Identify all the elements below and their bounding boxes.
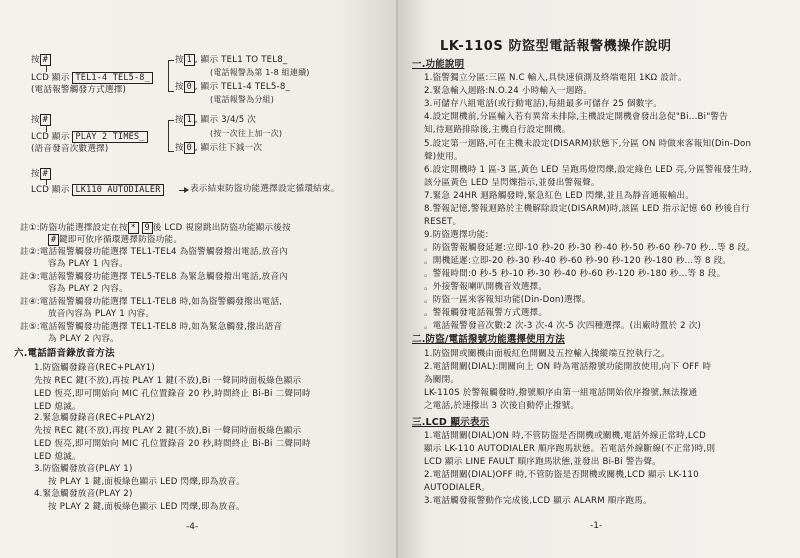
key-1: 1 (184, 54, 195, 66)
note-1 (20, 222, 291, 234)
list-item: 聲)使用。 (424, 152, 463, 162)
list-item: 。外接警報喇叭開機音效選擇。 (424, 282, 548, 292)
list-item: 2.電話開關(DIAL):開關向上 ON 時為電話撥號功能開放使用,向下 OFF 時 (424, 362, 712, 372)
list-item: 按 PLAY 1 鍵,面板綠色顯示 LED 閃爍,即為放音。 (48, 477, 245, 487)
list-item: 1.防盜開或關機由面板紅色開關及五控輸入操縱端互控執行之。 (424, 349, 671, 359)
flow2-branch2 (175, 142, 262, 154)
section-heading: 三.LCD 顯示表示 (412, 417, 490, 428)
branch-text: , 顯示 TEL1-4 TEL5-8_ (194, 82, 291, 92)
list-item: 6.設定開機時 1 區-3 區,黃色 LED 呈跑馬燈閃爍,設定綠色 LED 亮,分區警報發生時, (424, 165, 752, 175)
lcd-label: LCD 顯示 (31, 132, 70, 142)
list-item: 知,待迴路排除後,主機自行設定開機。 (424, 125, 571, 135)
note-label: 註①: (20, 223, 40, 233)
lcd-display-box: TEL1-4 TEL5-8_ (72, 72, 152, 84)
list-item: 2.緊急觸發錄音(REC+PLAY2) (34, 413, 155, 423)
list-item: 。防盜一區來客報知功能(Din-Don)選擇。 (424, 295, 591, 305)
flow2-branch1 (175, 114, 256, 126)
flow2-press-row (31, 114, 51, 126)
list-item: LED 熄滅。 (34, 452, 81, 462)
list-item: LED 熄滅。 (34, 402, 81, 412)
left-page (0, 0, 396, 558)
list-item: 4.設定開機前,分區輸入若有異常未排除,主機設定開機會發出急促"Bi...Bi"警告 (424, 112, 728, 122)
list-item: 為關閉。 (424, 375, 460, 385)
list-item: 顯示 LK-110 AUTODIALER 順序跑馬狀態。若電話外線斷線(不正常)時,則 (424, 444, 716, 454)
list-item: RESET。 (424, 217, 462, 227)
note-5-cont: 為 PLAY 2 內容。 (48, 334, 120, 344)
section-heading: 一.功能說明 (412, 59, 465, 70)
note-3 (20, 272, 288, 283)
note-label: 註③: (20, 272, 40, 282)
press-label: 按 (31, 55, 40, 65)
section-heading: 二.防盜/電話撥號功能選擇使用方法 (412, 334, 565, 345)
note-2 (20, 247, 288, 258)
list-item: 。開機延遲:立即-20 秒-30 秒-40 秒-60 秒-90 秒-120 秒-180 秒...等 8 段。 (424, 256, 732, 266)
note-4-cont: 放音內容為 PLAY 1 內容。 (48, 309, 155, 319)
note-label: 註⑤: (20, 322, 40, 332)
list-item: 3.防盜觸發放音(PLAY 1) (34, 464, 133, 474)
list-item: 2.緊急輸入迴路:N.O.24 小時輸入一迴路。 (424, 86, 593, 96)
list-item: 按 PLAY 2 鍵,面板綠色顯示 LED 閃爍,即為放音。 (48, 502, 245, 512)
key-9: 9 (142, 222, 153, 234)
list-item: LCD 顯示 LINE FAULT 順序跑馬狀態,並發出 Bi-Bi 警告聲。 (424, 457, 661, 467)
note-2-cont: 容為 PLAY 1 內容。 (48, 259, 128, 269)
flow3-result: 表示結束防盜功能選擇設定循環結束。 (190, 184, 340, 194)
note-label: 註④: (20, 297, 40, 307)
list-item: 1.盜警獨立分區:三區 N.C 輸入,具快速偵測及終端電阻 1KΩ 設計。 (424, 73, 687, 83)
flow1-lcd-row (31, 72, 153, 84)
hash-key: # (40, 54, 51, 66)
list-item: 4.緊急觸發放音(PLAY 2) (34, 489, 133, 499)
press-label: 按 (31, 115, 40, 125)
note-5 (20, 322, 282, 333)
list-item: 。警報時間:0 秒-5 秒-10 秒-30 秒-40 秒-60 秒-120 秒-180 秒...等 8 段。 (424, 269, 726, 279)
press-label: 按 (31, 169, 40, 179)
note-text: 電話報警觸發功能選擇 TEL1-TEL4 為盜警觸發撥出電話,放音內 (39, 247, 289, 257)
hash-key: # (40, 114, 51, 126)
list-item: 2.電話開關(DIAL)OFF 時,不管防盜是否開機或關機,LCD 顯示 LK-110 (424, 470, 699, 480)
list-item: 9.防盜選擇功能: (424, 230, 489, 240)
section-heading: 六.電話語音錄放音方法 (14, 348, 115, 359)
lcd-display-box: LK110 AUTODIALER (72, 184, 163, 196)
list-item: LK-110S 於警報觸發時,撥號順序由第一組電話開始依序撥號,無法撥通 (424, 388, 698, 398)
list-item: 1.防盜觸發錄音(REC+PLAY1) (34, 363, 155, 373)
note-4 (20, 297, 282, 308)
list-item: 3.電話觸發報警動作完成後,LCD 顯示 ALARM 順序跑馬。 (424, 496, 652, 506)
branch-text: , 顯示 3/4/5 次 (194, 115, 257, 125)
lcd-label: LCD 顯示 (31, 73, 70, 83)
flow3-lcd-row (31, 184, 164, 196)
flow1-branch1 (175, 54, 287, 66)
note-text: 防盜功能選擇設定在按 (39, 223, 128, 233)
key-0: 0 (184, 81, 195, 93)
note-text: 鍵即可依序循環選擇防盜功能。 (59, 235, 183, 245)
star-key: * (128, 222, 139, 234)
list-item: 。警報觸發電話報警方式選擇。 (424, 308, 548, 318)
press-label: 按 (175, 115, 184, 125)
note-3-cont: 容為 PLAY 2 內容。 (48, 284, 128, 294)
branch-note: (電話報警為分組) (210, 95, 275, 104)
note-text: 後 LCD 視窗跳出防盜功能顯示後按 (152, 223, 291, 233)
list-item: 7.緊急 24HR 迴路觸發時,緊急紅色 LED 閃爍,並且為靜音通報輸出。 (424, 191, 695, 201)
list-item: AUTODIALER。 (424, 483, 491, 493)
note-label: 註②: (20, 247, 40, 257)
list-item: 之電話,於速撥出 3 次後自動停止撥號。 (424, 401, 580, 411)
list-item: LED 恆亮,即可開始向 MIC 孔位置錄音 20 秒,時間終止 Bi-Bi 二聲同時 (34, 389, 311, 399)
branch-note: (按一次往上加一次) (210, 129, 283, 138)
page-number: -1- (590, 521, 603, 531)
note-text: 電話報警觸發功能選擇 TEL5-TEL8 為緊急觸發撥出電話,放音內 (39, 272, 289, 282)
list-item: 先按 REC 鍵(不放),再按 PLAY 1 鍵(不放),Bi 一聲同時面板綠色顯示 (34, 376, 302, 386)
branch-brace (168, 60, 174, 92)
list-item: 先按 REC 鍵(不放),再按 PLAY 2 鍵(不放),Bi 一聲同時面板綠色顯示 (34, 426, 302, 436)
lcd-display-box: PLAY 2 TIMES_ (72, 131, 147, 143)
right-page (398, 0, 800, 558)
list-item: 5.設定第一迴路,可在主機未設定(DISARM)狀態下,分區 ON 時做來客報知(Din-Don (424, 139, 752, 149)
page-number: -4- (186, 522, 199, 532)
list-item: 。防盜警報觸發延遲:立即-10 秒-20 秒-30 秒-40 秒-50 秒-60 秒-70 秒...等 8 段。 (424, 243, 756, 253)
list-item: 該分區黃色 LED 呈閃爍指示,並發出警報聲。 (424, 178, 600, 188)
hash-key: # (48, 234, 59, 246)
note-text: 電話報警觸發功能選擇 TEL1-TEL8 時,如為緊急觸發,撥出語音 (39, 322, 283, 332)
branch-text: , 顯示 TEL1 TO TEL8_ (194, 55, 288, 65)
list-item: 1.電話開關(DIAL)ON 時,不管防盜是否開機或關機,電話外線正常時,LCD (424, 431, 706, 441)
key-1: 1 (184, 114, 195, 126)
flow2-caption: (語音發音次數選擇) (31, 144, 109, 154)
list-item: 。電話報警發音次數:2 次-3 次-4 次-5 次四種選擇。(出廠時置於 2 次) (424, 321, 702, 331)
press-label: 按 (175, 55, 184, 65)
flow1-press-row (31, 54, 51, 66)
flow3-press-row (31, 168, 51, 180)
branch-text: , 顯示往下減一次 (194, 143, 263, 153)
page-title: LK-110S 防盜型電話報警機操作說明 (440, 39, 672, 54)
list-item: 8.警報記憶,警報迴路於主機解除設定(DISARM)時,該區 LED 指示記憶 60 秒後自行 (424, 204, 750, 214)
press-label: 按 (175, 82, 184, 92)
list-item: LED 恆亮,即可開始向 MIC 孔位置錄音 20 秒,時間終止 Bi-Bi 二聲同時 (34, 439, 311, 449)
branch-brace (168, 120, 174, 152)
flow2-lcd-row (31, 131, 148, 143)
branch-note: (電話報警為第 1-8 組連續) (210, 68, 310, 77)
arrow-icon (179, 190, 188, 191)
lcd-label: LCD 顯示 (31, 185, 70, 195)
press-label: 按 (175, 143, 184, 153)
flow1-caption: (電話報警觸發方式選擇) (31, 85, 127, 95)
list-item: 3.可儲存八組電話(或行動電話),每組最多可儲存 25 個數字。 (424, 99, 663, 109)
key-0: 0 (184, 142, 195, 154)
hash-key: # (40, 168, 51, 180)
note-1-cont (48, 234, 182, 246)
note-text: 電話報警觸發功能選擇 TEL1-TEL8 時,如為盜警觸發撥出電話, (39, 297, 283, 307)
flow1-branch2 (175, 81, 290, 93)
